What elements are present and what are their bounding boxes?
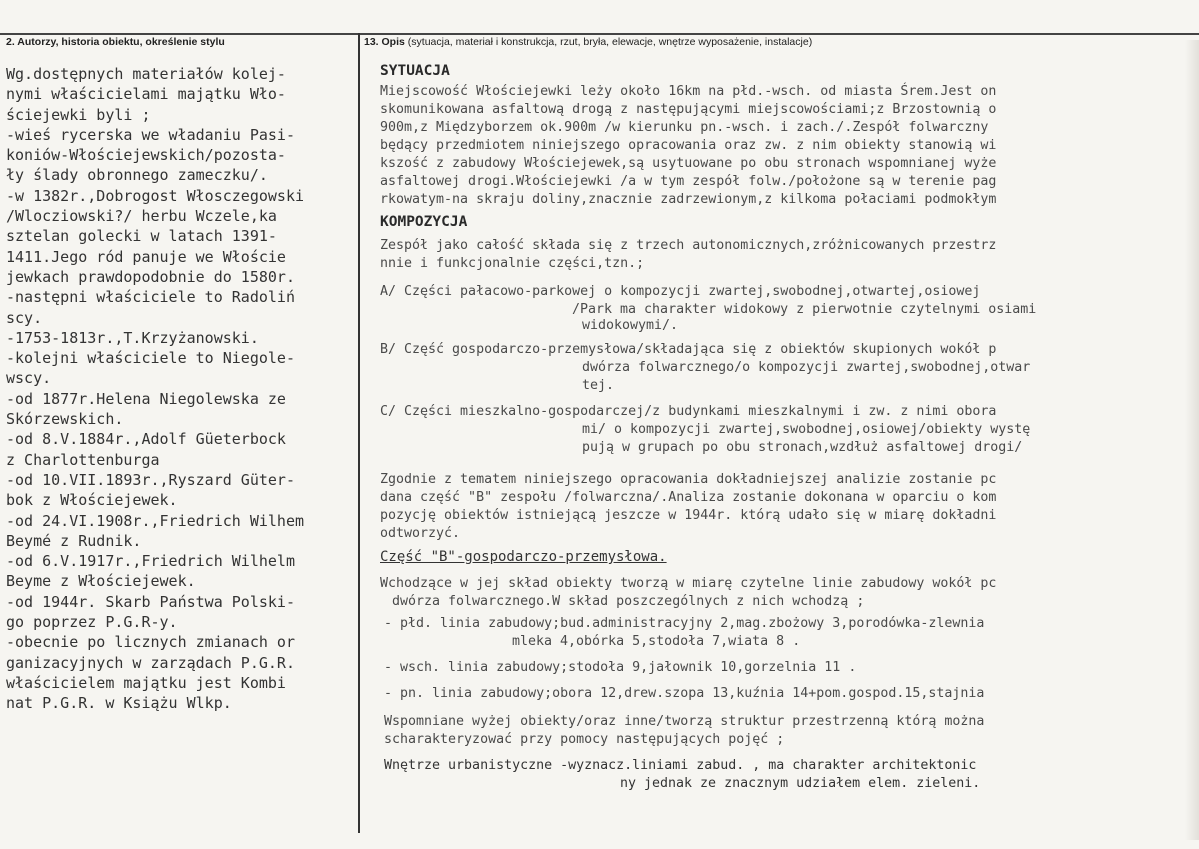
part-a-line: widokowymi/. [582,318,679,333]
history-line: z Charlottenburga [6,450,160,469]
part-c-line: mi/ o kompozycji zwartej,swobodnej,osiowej/obiekty wystę [582,422,1031,437]
part-b-line: dwórza folwarcznego/o kompozycji zwartej,swobodnej,otwar [582,360,1031,375]
history-line: Beyme z Włościejewek. [6,572,196,591]
history-line: koniów-Włościejewskich/pozosta- [6,146,286,165]
history-line: /Wlocziowski?/ herbu Wczele,ka [6,207,277,226]
sytuacja-line: rkowatym-na skraju doliny,znacznie zadrzewionym,z kilkoma połaciami podmokłym [380,192,997,207]
history-line: -1753-1813r.,T.Krzyżanowski. [6,328,259,347]
history-line: ganizacyjnych w zarządach P.G.R. [6,653,295,672]
page-edge-shadow [1185,40,1199,840]
czesc-b-item-line: mleka 4,obórka 5,stodoła 7,wiata 8 . [512,634,801,649]
history-line: Skórzewskich. [6,410,124,429]
section-heading-kompozycja: KOMPOZYCJA [380,214,468,230]
right-header-number: 13. Opis [364,36,405,48]
part-a-line: /Park ma charakter widokowy z pierwotnie czytelnymi osiami [572,302,1037,317]
zgodnie-line: odtworzyć. [380,526,461,541]
history-column [6,64,358,714]
czesc-b-item-line: - płd. linia zabudowy;bud.administracyjny 2,mag.zbożowy 3,porodówka-zlewnia [384,616,985,631]
history-line: nymi właścicielami majątku Wło- [6,85,286,104]
kompozycja-intro-line: nnie i funkcjonalnie części,tzn.; [380,256,645,271]
history-line: -następni właściciele to Radoliń [6,288,295,307]
sytuacja-line: 900m,z Międzyborzem ok.900m /w kierunku pn.-wsch. i zach./.Zespół folwarczny [380,120,989,135]
history-line: -wieś rycerska we władaniu Pasi- [6,125,295,144]
history-line: -obecnie po licznych zmianach or [6,633,295,652]
history-line: -od 24.VI.1908r.,Friedrich Wilhem [6,511,305,530]
left-column-header: 2. Autorzy, historia obiektu, określenie stylu [6,36,225,48]
zgodnie-line: dana część "B" zespołu /folwarczna/.Analiza zostanie dokonana w oparciu o kom [380,490,997,505]
wnetrze-line: Wnętrze urbanistyczne -wyznacz.liniami zabud. , ma charakter architektonic [384,758,977,773]
column-divider [358,33,360,833]
czesc-b-intro-line: dwórza folwarcznego.W skład poszczególnych z nich wchodzą ; [392,594,865,609]
history-line: -od 10.VII.1893r.,Ryszard Güter- [6,470,295,489]
sytuacja-line: kszość z zabudowy Włościejewek,są usytuowane po obu stronach wspomnianej wyże [380,156,997,171]
history-line: scy. [6,308,43,327]
sytuacja-line: skomunikowana asfaltową drogą z następującymi miejscowościami;z Brzostownią o [380,102,997,117]
czesc-b-item-line: - wsch. linia zabudowy;stodoła 9,jałownik 10,gorzelnia 11 . [384,660,857,675]
history-line: nat P.G.R. w Książu Wlkp. [6,694,232,713]
part-b-line: tej. [582,378,615,393]
history-line: sztelan golecki w latach 1391- [6,227,277,246]
history-line: ściejewki byli ; [6,105,151,124]
part-a-line: A/ Części pałacowo-parkowej o kompozycji zwartej,swobodnej,otwartej,osiowej [380,284,981,299]
right-column-header [364,36,812,48]
history-line: bok z Włościejewek. [6,491,178,510]
czesc-b-intro-line: Wchodzące w jej skład obiekty tworzą w miarę czytelne linie zabudowy wokół pc [380,576,997,591]
history-line: Beymé z Rudnik. [6,531,142,550]
history-line: -od 8.V.1884r.,Adolf Güeterbock [6,430,286,449]
section-heading-sytuacja: SYTUACJA [380,63,450,79]
sytuacja-line: asfaltowej drogi.Włościejewki /a w tym zespół folw./położone są w terenie pag [380,174,997,189]
part-b-line: B/ Część gospodarczo-przemysłowa/składająca się z obiektów skupionych wokół p [380,342,997,357]
part-c-line: C/ Części mieszkalno-gospodarczej/z budynkami mieszkalnymi i zw. z nimi obora [380,404,997,419]
history-line: -od 6.V.1917r.,Friedrich Wilhelm [6,552,295,571]
right-header-description: (sytuacja, materiał i konstrukcja, rzut, bryła, elewacje, wnętrze wyposażenie, instalacje) [407,36,813,48]
history-line: Wg.dostępnych materiałów kolej- [6,65,286,83]
sytuacja-line: będący przedmiotem niniejszego opracowania oraz zw. z nim obiekty stanowią wi [380,138,997,153]
part-c-line: pują w grupach po obu stronach,wzdłuż asfaltowej drogi/ [582,440,1023,455]
history-line: 1411.Jego ród panuje we Włoście [6,247,286,266]
history-line: -kolejni właściciele to Niegole- [6,349,295,368]
czesc-b-item-line: - pn. linia zabudowy;obora 12,drew.szopa 13,kuźnia 14+pom.gospod.15,stajnia [384,686,985,701]
czesc-b-outro-line: Wspomniane wyżej obiekty/oraz inne/tworzą struktur przestrzenną którą można [384,714,985,729]
zgodnie-line: Zgodnie z tematem niniejszego opracowania dokładniejszej analizie zostanie pc [380,472,997,487]
history-line: -w 1382r.,Dobrogost Włosczegowski [6,186,305,205]
history-line: -od 1877r.Helena Niegolewska ze [6,389,286,408]
history-line: właścicielem majątku jest Kombi [6,673,286,692]
zgodnie-line: pozycję obiektów istniejącą jeszcze w 1944r. którą udało się w miarę dokładni [380,508,997,523]
kompozycja-intro-line: Zespół jako całość składa się z trzech autonomicznych,zróżnicowanych przestrz [380,238,997,253]
section-heading-czesc-b: Część "B"-gospodarczo-przemysłowa. [380,549,667,565]
header-rule [0,33,1199,35]
history-line: -od 1944r. Skarb Państwa Polski- [6,592,295,611]
history-line: go poprzez P.G.R-y. [6,613,178,632]
history-line: wscy. [6,369,52,388]
wnetrze-line: ny jednak ze znacznym udziałem elem. zieleni. [620,776,981,791]
history-line: jewkach prawdopodobnie do 1580r. [6,267,295,286]
sytuacja-line: Miejscowość Włościejewki leży około 16km na płd.-wsch. od miasta Śrem.Jest on [380,84,997,99]
czesc-b-outro-line: scharakteryzować przy pomocy następujących pojęć ; [384,732,785,747]
history-line: ły ślady obronnego zameczku/. [6,166,268,185]
